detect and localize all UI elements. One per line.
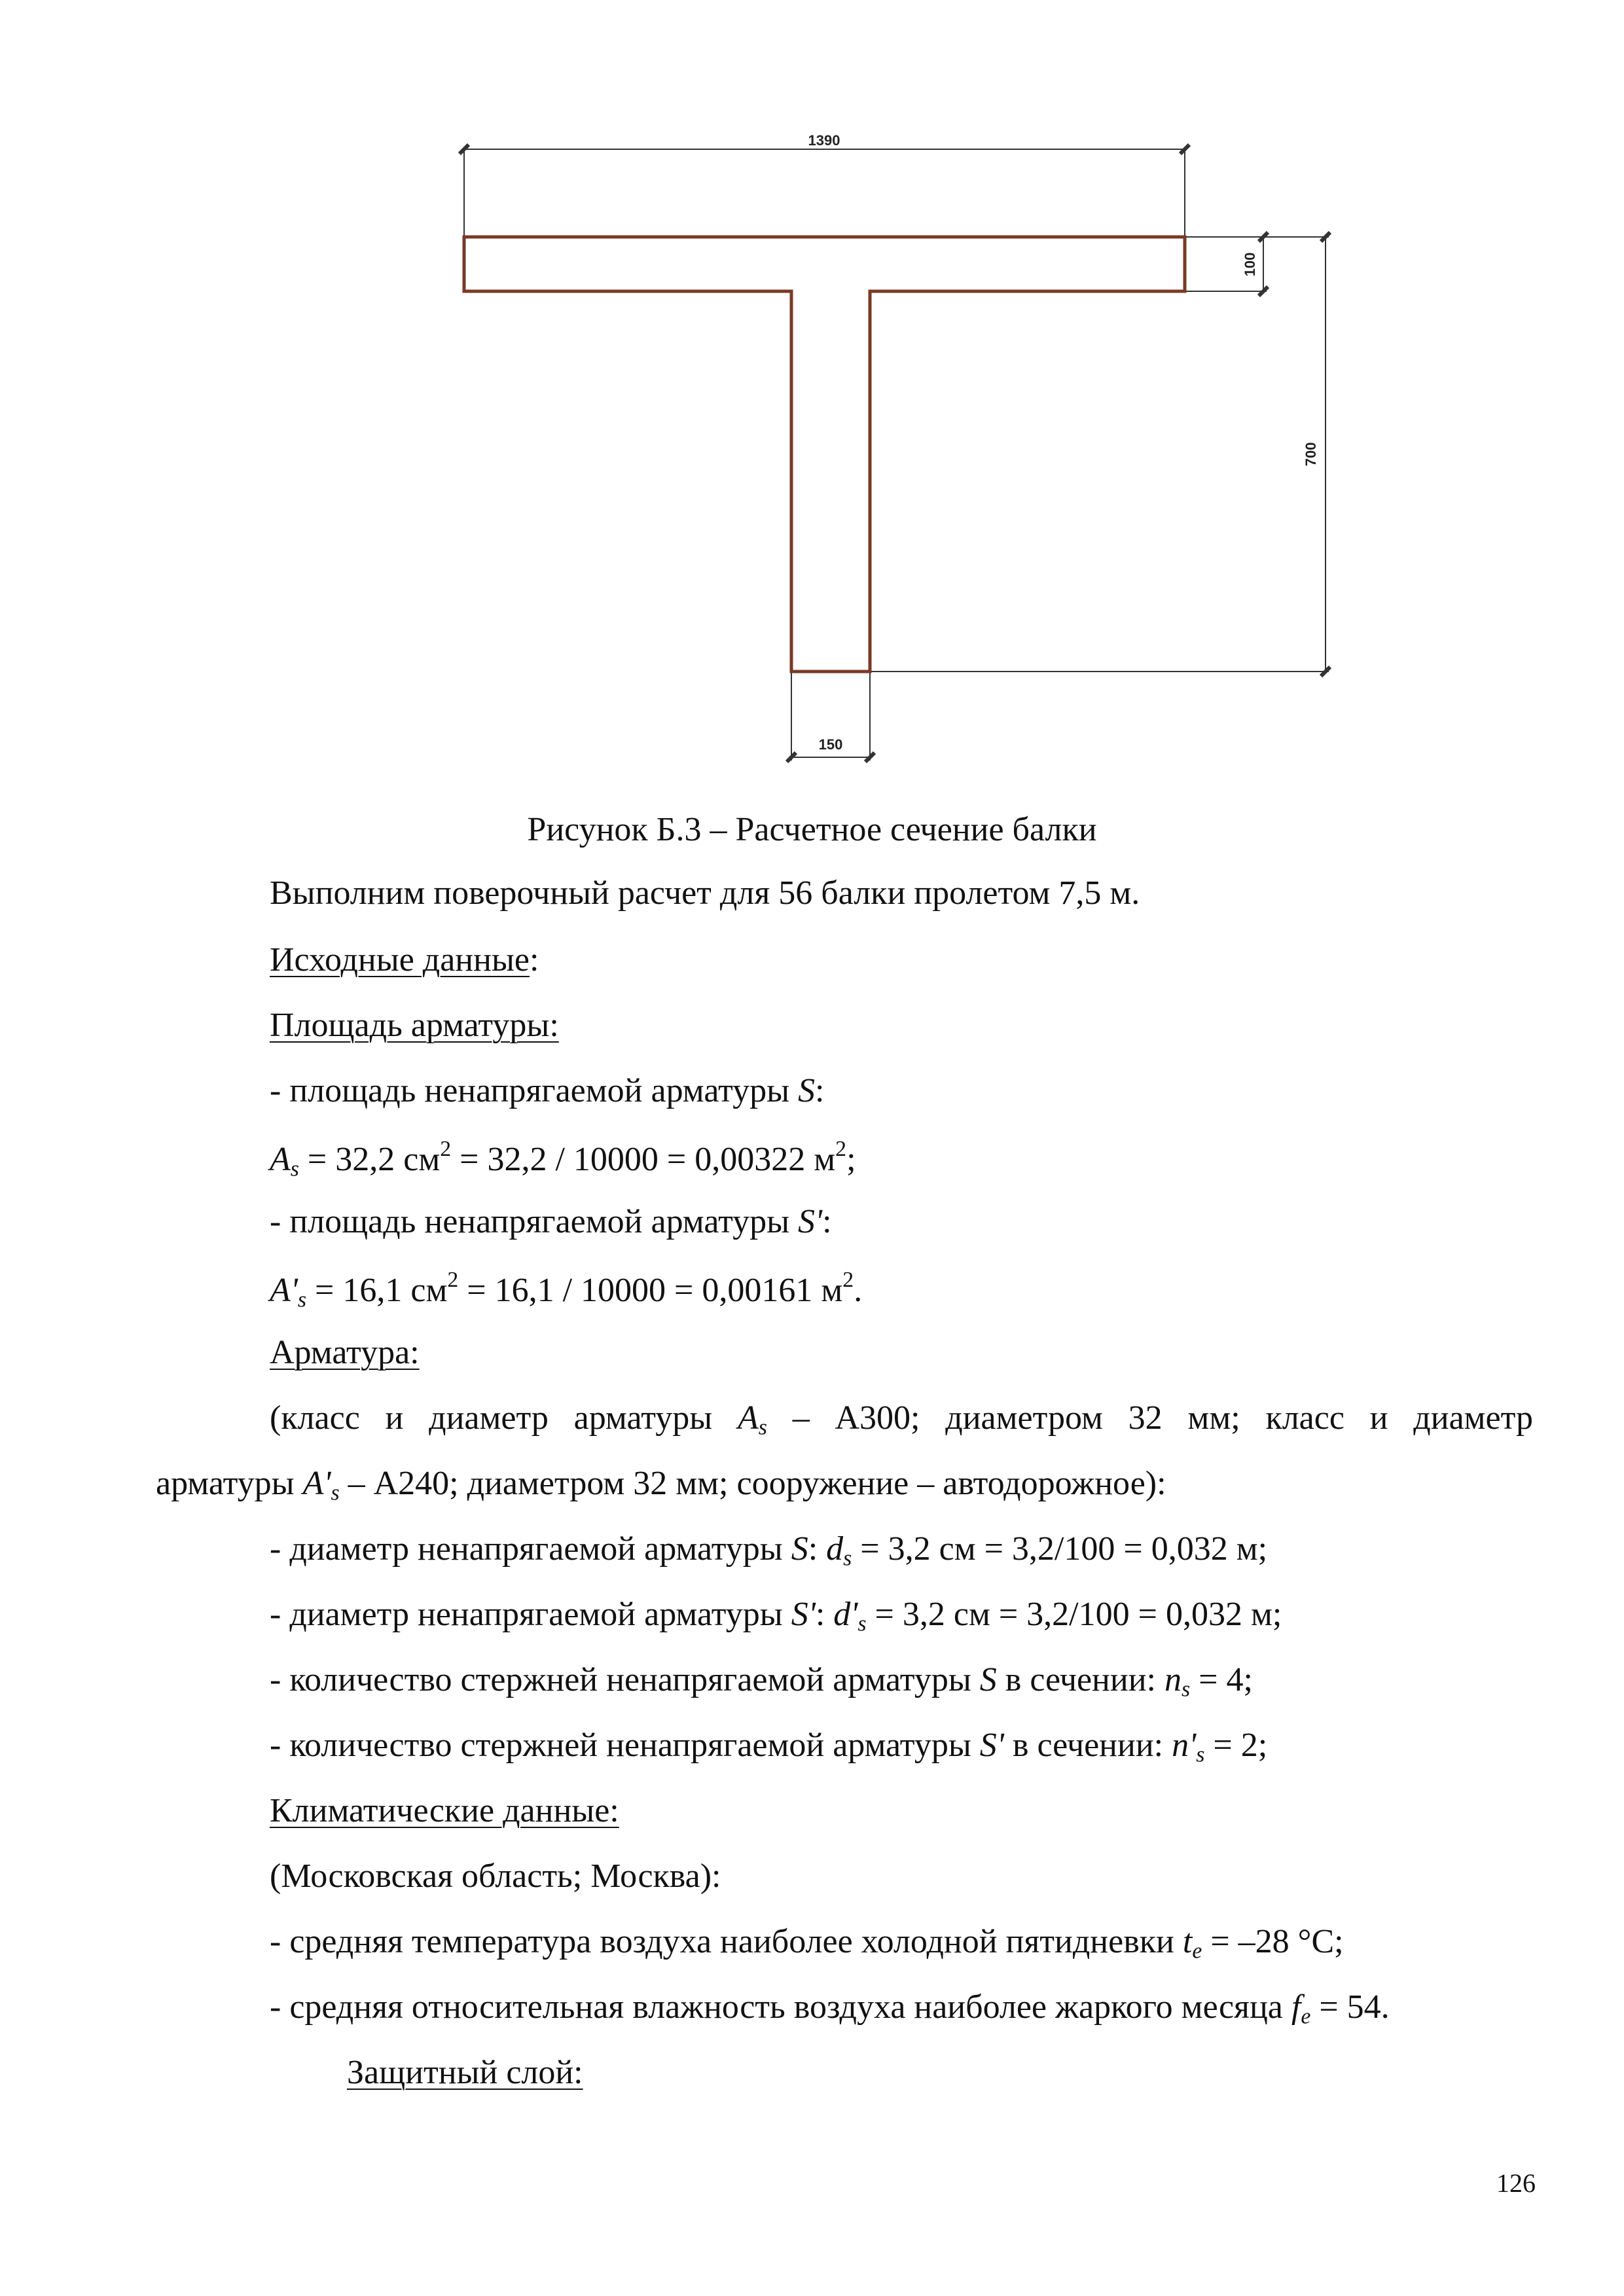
- intro-paragraph: Выполним поверочный расчет для 56 балки пролетом 7,5 м.: [270, 874, 1140, 912]
- symbol-t: t: [1182, 1923, 1193, 1960]
- area-s-label: - площадь ненапрягаемой арматуры: [270, 1072, 799, 1109]
- d-expr: = 3,2 см = 3,2/100 = 0,032 м;: [852, 1530, 1268, 1568]
- page-number: 126: [1496, 2168, 1536, 2198]
- diameter-label: - диаметр ненапрягаемой арматуры: [270, 1596, 791, 1633]
- colon: :: [815, 1072, 825, 1109]
- count-label: - количество стержней ненапрягаемой арматуры: [270, 1661, 980, 1698]
- symbol-A: A: [270, 1140, 291, 1178]
- temperature-line: [270, 1922, 1344, 1964]
- climate-region: (Московская область; Москва):: [270, 1857, 721, 1895]
- diameter-s-line: [270, 1530, 1267, 1571]
- heading-rebar: [270, 1333, 420, 1372]
- as-formula: [270, 1137, 856, 1181]
- heading-initial-data: [270, 941, 539, 979]
- count-val: = 4;: [1190, 1661, 1253, 1698]
- subscript-s: s: [331, 1480, 340, 1505]
- as2-expr: = 16,1 см: [306, 1271, 448, 1309]
- subscript-s: s: [1181, 1677, 1191, 1702]
- sup-2: 2: [447, 1268, 459, 1292]
- symbol-f: f: [1291, 1988, 1301, 2026]
- sup-2: 2: [842, 1268, 854, 1292]
- temp-label: - средняя температура воздуха наиболее холодной пятидневки: [270, 1923, 1183, 1960]
- count-val: = 2;: [1204, 1727, 1268, 1764]
- symbol-A-prime: A': [302, 1465, 331, 1502]
- colon: :: [529, 941, 539, 978]
- as2-formula: [270, 1268, 862, 1312]
- symbol-S-prime: S': [798, 1203, 823, 1240]
- humidity-line: [270, 1988, 1390, 2029]
- rebar-cont-1: арматуры: [156, 1465, 303, 1502]
- sup-2: 2: [835, 1137, 847, 1161]
- count-mid: в сечении:: [996, 1661, 1164, 1698]
- as-expr2: = 32,2 / 10000 = 0,00322 м: [451, 1140, 836, 1178]
- symbol-d-prime: d': [833, 1596, 858, 1633]
- colon: :: [822, 1203, 832, 1240]
- area-s2-label: - площадь ненапрягаемой арматуры: [270, 1203, 799, 1240]
- heading-rebar-text: Арматура:: [270, 1334, 420, 1371]
- heading-rebar-area: [270, 1006, 559, 1045]
- subscript-s: s: [1196, 1742, 1205, 1767]
- d-expr: = 3,2 см = 3,2/100 = 0,032 м;: [866, 1596, 1282, 1633]
- symbol-n: n: [1164, 1661, 1182, 1698]
- symbol-S-prime: S': [979, 1727, 1004, 1764]
- heading-protective-layer: [347, 2053, 583, 2092]
- subscript-s: s: [857, 1611, 867, 1636]
- as2-end: .: [854, 1271, 863, 1309]
- count-s2-line: [270, 1726, 1267, 1767]
- subscript-s: s: [843, 1546, 852, 1571]
- temp-val: = –28 °С;: [1202, 1923, 1344, 1960]
- figure-caption: Рисунок Б.3 – Расчетное сечение балки: [527, 811, 1097, 848]
- dim-top-width: [460, 145, 1189, 236]
- colon: :: [808, 1530, 818, 1568]
- colon: :: [815, 1596, 825, 1633]
- symbol-S: S: [798, 1072, 816, 1109]
- heading-climate-text: Климатические данные:: [270, 1792, 619, 1829]
- count-s-line: [270, 1660, 1253, 1702]
- as-end: ;: [846, 1140, 856, 1178]
- symbol-S: S: [979, 1661, 997, 1698]
- diameter-s2-line: [270, 1595, 1282, 1636]
- hum-label: - средняя относительная влажность воздуха наиболее жаркого месяца: [270, 1988, 1291, 2026]
- dim-label-100: 100: [1242, 252, 1258, 277]
- area-s-line: [270, 1071, 825, 1110]
- subscript-e: e: [1301, 2004, 1311, 2029]
- symbol-S-prime: S': [791, 1596, 816, 1633]
- dim-label-150: 150: [818, 736, 843, 753]
- subscript-s: s: [290, 1157, 299, 1181]
- sup-2: 2: [440, 1137, 452, 1161]
- symbol-S: S: [791, 1530, 808, 1568]
- symbol-A-prime: A': [270, 1271, 298, 1309]
- symbol-n-prime: n': [1172, 1727, 1197, 1764]
- t-beam-section-figure: [0, 0, 1624, 805]
- as-expr: = 32,2 см: [298, 1140, 441, 1178]
- heading-rebar-area-text: Площадь арматуры:: [270, 1007, 559, 1044]
- heading-climate: [270, 1791, 619, 1830]
- rebar-cont-2: – А240; диаметром 32 мм; сооружение – автодорожное):: [339, 1465, 1166, 1502]
- count-label: - количество стержней ненапрягаемой арматуры: [270, 1727, 980, 1764]
- heading-protective-layer-text: Защитный слой:: [347, 2054, 583, 2091]
- as-symbol-inline: $A_s$: [737, 1399, 767, 1440]
- symbol-d: d: [826, 1530, 844, 1568]
- diameter-label: - диаметр ненапрягаемой арматуры: [270, 1530, 791, 1568]
- heading-initial-data-text: Исходные данные: [270, 941, 530, 978]
- hum-val: = 54.: [1310, 1988, 1390, 2026]
- subscript-s: s: [297, 1287, 307, 1312]
- count-mid: в сечении:: [1003, 1727, 1172, 1764]
- dim-label-700: 700: [1303, 442, 1319, 467]
- rebar-para-1: (класс и диаметр арматуры: [270, 1399, 713, 1437]
- as2-expr2: = 16,1 / 10000 = 0,00161 м: [458, 1271, 843, 1309]
- dim-total-height: [871, 232, 1330, 676]
- t-section-outline: [464, 237, 1185, 672]
- dim-label-1390: 1390: [808, 132, 840, 149]
- rebar-paragraph-line2: [156, 1464, 1166, 1505]
- subscript-e: e: [1192, 1939, 1202, 1964]
- area-s2-line: [270, 1202, 832, 1241]
- rebar-paragraph-line1: [270, 1399, 1533, 1440]
- rebar-para-2: – А300; диаметром 32 мм; класс и диаметр: [792, 1399, 1533, 1437]
